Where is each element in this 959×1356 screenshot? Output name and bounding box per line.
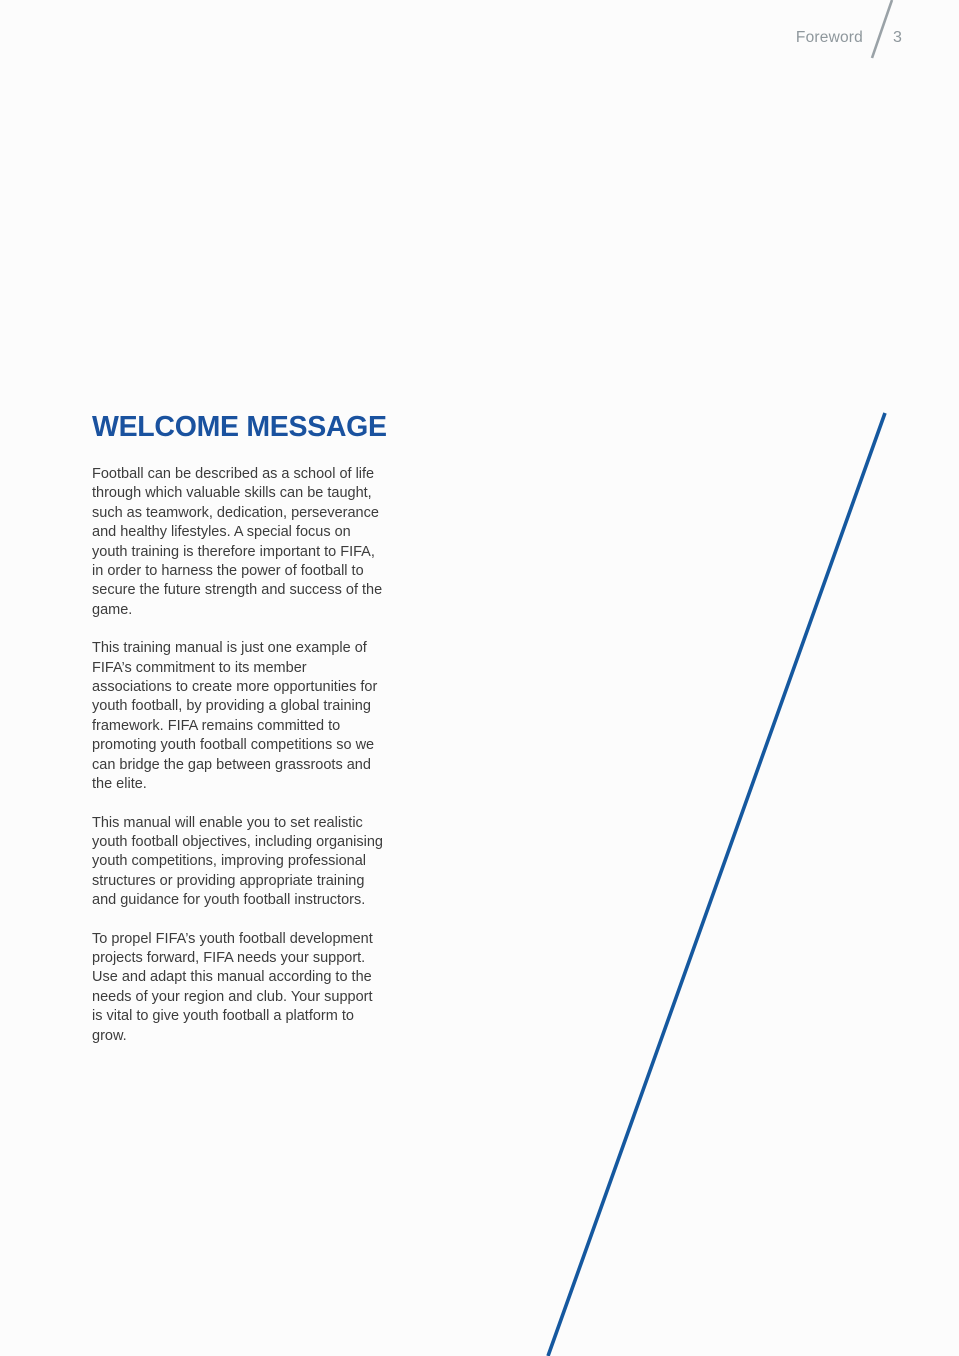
- body-paragraph: This manual will enable you to set realistic youth football objectives, including organising youth competitions, improving professional structures or providing appropriate training and guidance for youth football instructors.: [92, 814, 383, 909]
- text-column: [92, 410, 388, 1065]
- body-paragraph: To propel FIFA’s youth football development projects forward, FIFA needs your support. Use and adapt this manual according to the needs of your region and club. Your support is vital to give youth football a platform to grow.: [92, 930, 373, 1044]
- page-title: WELCOME MESSAGE: [92, 411, 387, 443]
- body-paragraph: Football can be described as a school of life through which valuable skills can be taught, such as teamwork, dedication, perseverance and healthy lifestyles. A special focus on youth training is therefore important to FIFA, in order to harness the power of football to secure the future strength and success of the game.: [92, 466, 383, 618]
- header-section-label: Foreword: [795, 29, 863, 46]
- page-number: 3: [893, 29, 902, 46]
- body-paragraph: This training manual is just one example of FIFA’s commitment to its member associations to create more opportunities for youth football, by providing a global training framework. FIFA remains committed to promoting youth football competitions so we can bridge the gap between grassroots and the elite.: [92, 640, 378, 793]
